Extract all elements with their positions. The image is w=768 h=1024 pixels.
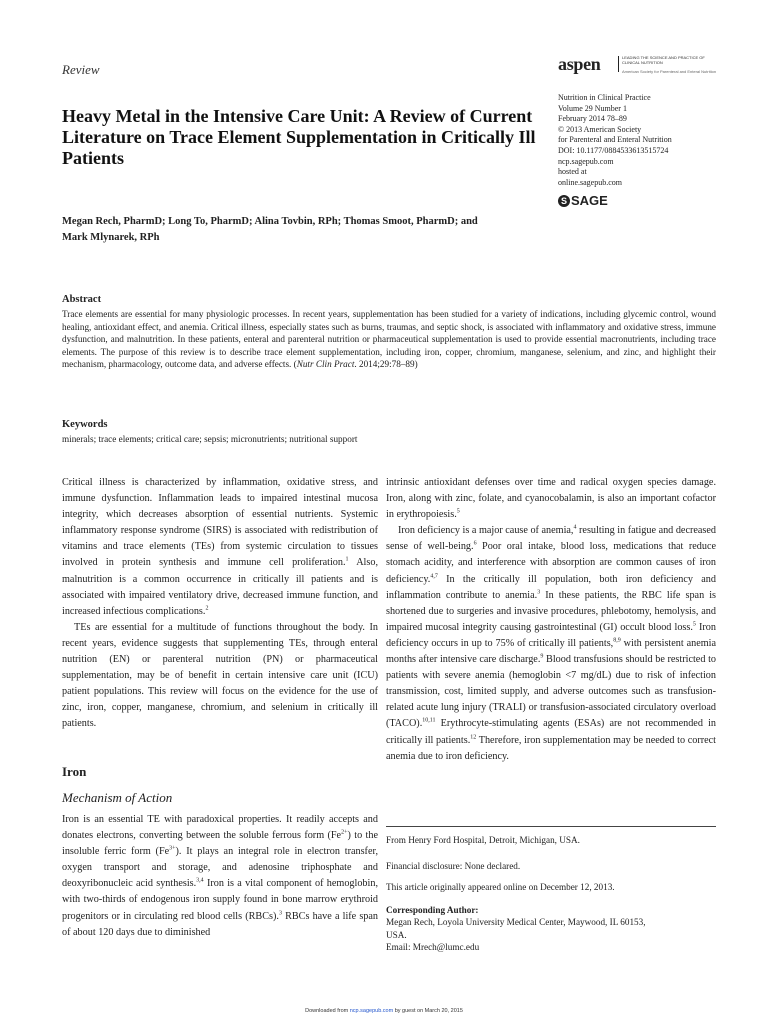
- download-notice: [0, 1008, 768, 1014]
- citation-ref: 3: [278, 910, 282, 917]
- meta-line: DOI: 10.1177/0884533613515724: [558, 145, 669, 155]
- citation-ref: 2: [205, 605, 209, 612]
- citation-ref: 8,9: [613, 637, 621, 644]
- logo-subline: American Society for Parenteral and Enteral Nutrition: [622, 69, 717, 74]
- text-run: In the critically ill population, both iron deficiency and inflammation contribute to anemia.: [386, 573, 716, 601]
- meta-link[interactable]: ncp.sagepub.com: [558, 156, 614, 166]
- footnote-divider: [386, 826, 716, 827]
- text-run: Also, malnutrition is a common occurrence in critically ill patients and is associated with impaired ventilatory drive, decreased immune function, and increased infectious complications.: [62, 557, 378, 617]
- corresponding-email[interactable]: Email: Mrech@lumc.edu: [386, 942, 480, 953]
- corresponding-country: USA.: [386, 929, 407, 940]
- text-run: Therefore, iron supplementation may be needed to correct anemia due to iron deficiency.: [386, 734, 716, 762]
- left-column-bottom: [62, 812, 378, 941]
- citation-ref: 3: [537, 589, 541, 596]
- abstract-text: [62, 308, 716, 371]
- meta-link[interactable]: online.sagepub.com: [558, 177, 622, 187]
- body-paragraph: [386, 523, 716, 764]
- text-run: Erythrocyte-stimulating agents (ESAs) are not recommended in critically ill patients.: [386, 718, 716, 746]
- text-run: RBCs have a life span of about 120 days due to diminished: [62, 910, 378, 938]
- corresponding-address: Megan Rech, Loyola University Medical Center, Maywood, IL 60153,: [386, 917, 646, 928]
- citation-ref: 5: [456, 508, 460, 515]
- meta-line: © 2013 American Society: [558, 124, 642, 134]
- text-run: with persistent anemia months after intensive care discharge.: [386, 637, 716, 666]
- text-run: Blood transfusions should be restricted to patients with severe anemia (hemoglobin <7 mg/dL) due to risk of infection transmission, cost, limited supply, and adverse outcomes such as transfusion-related acute lung injury (TRALI) or transfusion-associated circulatory overload (TACO).: [386, 654, 716, 730]
- body-paragraph: [62, 812, 378, 941]
- text-run: ). It plays an integral role in electron transfer, oxygen transport and storage, and adenosine triphosphate and deoxyribonucleic acid synthesis.: [62, 846, 378, 890]
- citation-ref: 10,11: [422, 718, 436, 725]
- aspen-logo: [558, 54, 717, 76]
- citation-ref: 12: [470, 734, 477, 741]
- corresponding-author-note: [386, 904, 716, 954]
- text-run: Iron is a vital component of hemoglobin, with two-thirds of endogenous iron supply found in bone marrow erythroid progenitors or in circulating red blood cells (RBCs).: [62, 878, 378, 922]
- section-label: Review: [62, 62, 100, 77]
- citation-ref: 1: [345, 557, 349, 564]
- affiliation-note: From Henry Ford Hospital, Detroit, Michigan, USA.: [386, 835, 580, 845]
- corresponding-label: Corresponding Author:: [386, 905, 479, 915]
- meta-line: Volume 29 Number 1: [558, 103, 627, 113]
- citation-ref: 4,7: [430, 573, 438, 580]
- meta-line: hosted at: [558, 167, 587, 177]
- text-run: resulting in fatigue and decreased sense of well-being.: [386, 525, 716, 553]
- abstract-body: Trace elements are essential for many physiologic processes. In recent years, supplementation has been studied for a variety of indications, including glycemic control, wound healing, antioxidant effect, and anemia. Critical illness, especially states such as burns, traumas, and septic shock, is associated with inflammatory and oxidative stress, immune dysfunction, and malnutrition. In these patients, enteral and parenteral nutrition or pharmaceutical supplementation is used to provide essential macronutrients, including trace elements. The purpose of this review is to describe trace element supplementation, including iron, copper, chromium, manganese, selenium, and zinc, and highlight their mechanism, pharmacology, outcome data, and adverse effects. (: [62, 309, 716, 370]
- text-run: intrinsic antioxidant defenses over time and radical oxygen species damage. Iron, along with zinc, folate, and cyanocobalamin, is also an important cofactor in erythropoiesis.: [386, 477, 716, 521]
- body-paragraph: [386, 475, 716, 523]
- text-run: Iron deficiency is a major cause of anemia,: [398, 525, 574, 537]
- logo-tagline: LEADING THE SCIENCE AND PRACTICE OF CLINICAL NUTRITION: [622, 55, 705, 65]
- logo-wordmark: aspen: [558, 54, 601, 74]
- left-column-top: [62, 475, 378, 733]
- section-heading: Iron: [62, 764, 87, 779]
- superscript: 3+: [169, 845, 176, 852]
- keywords-heading: Keywords: [62, 419, 108, 430]
- disclosure-note: Financial disclosure: None declared.: [386, 861, 521, 871]
- sage-s-icon: S: [558, 195, 570, 207]
- meta-line: Nutrition in Clinical Practice: [558, 93, 651, 102]
- abstract-citation-rest: . 2014;29:78–89): [354, 359, 418, 370]
- keywords-list: minerals; trace elements; critical care; sepsis; micronutrients; nutritional support: [62, 434, 358, 444]
- body-paragraph: TEs are essential for a multitude of functions throughout the body. In recent years, evidence suggests that supplementing TEs, through enteral nutrition (EN) or parenteral nutrition (PN) or pharmaceutical supplementation, may be of benefit in certain intensive care unit (ICU) patient populations. This review will focus on the evidence for the use of zinc, iron, copper, manganese, chromium, and selenium in critically ill patients.: [62, 621, 378, 730]
- download-suffix: by guest on March 20, 2015: [393, 1008, 463, 1014]
- text-run: Poor oral intake, blood loss, medications that reduce stomach acidity, and interference with absorption are common causes of iron deficiency.: [386, 541, 716, 585]
- superscript: 2+: [341, 829, 348, 836]
- citation-ref: 3,4: [196, 877, 204, 884]
- online-date-note: This article originally appeared online on December 12, 2013.: [386, 882, 615, 892]
- text-run: In these patients, the RBC life span is shortened due to surgeries and invasive procedures, phlebotomy, hemolysis, and impaired mucosal integrity causing gastrointestinal (GI) occult blood loss.: [386, 589, 716, 633]
- citation-ref: 4: [573, 524, 577, 531]
- text-run: Iron deficiency occurs in up to 75% of critically ill patients,: [386, 621, 716, 649]
- author-list: Megan Rech, PharmD; Long To, PharmD; Alina Tovbin, RPh; Thomas Smoot, PharmD; and Mark Mlynarek, RPh: [62, 216, 478, 243]
- logo-divider: [618, 56, 619, 72]
- body-paragraph: [62, 475, 378, 620]
- abstract-heading: Abstract: [62, 294, 102, 305]
- meta-line: for Parenteral and Enteral Nutrition: [558, 135, 672, 145]
- citation-ref: 9: [540, 653, 544, 660]
- text-run: Critical illness is characterized by inflammation, oxidative stress, and immune dysfunction. Inflammation leads to impaired intestinal mucosa integrity, which decreases absorption of essential nutrients. Systemic inflammatory response syndrome (SIRS) is associated with redistribution of vitamins and trace elements (TEs) from systemic circulation to tissues involved in protein synthesis and immune cell proliferation.: [62, 477, 378, 569]
- subsection-heading: Mechanism of Action: [62, 790, 173, 805]
- sage-logo: [558, 193, 608, 208]
- citation-ref: 6: [473, 540, 477, 547]
- text-run: ) to the insoluble ferric form (Fe: [62, 830, 378, 858]
- citation-ref: 5: [692, 621, 696, 628]
- publisher-name: SAGE: [571, 193, 608, 208]
- download-prefix: Downloaded from: [305, 1008, 350, 1014]
- download-link[interactable]: ncp.sagepub.com: [349, 1008, 394, 1014]
- journal-meta: [558, 93, 728, 188]
- meta-line: February 2014 78–89: [558, 114, 627, 124]
- abstract-citation-journal: Nutr Clin Pract: [296, 359, 355, 370]
- right-column: [386, 475, 716, 765]
- text-run: Iron is an essential TE with paradoxical properties. It readily accepts and donates electrons, converting between the soluble ferrous form (Fe: [62, 814, 378, 842]
- article-title: Heavy Metal in the Intensive Care Unit: A Review of Current Literature on Trace Element Supplementation in Critically Ill Patients: [62, 106, 536, 168]
